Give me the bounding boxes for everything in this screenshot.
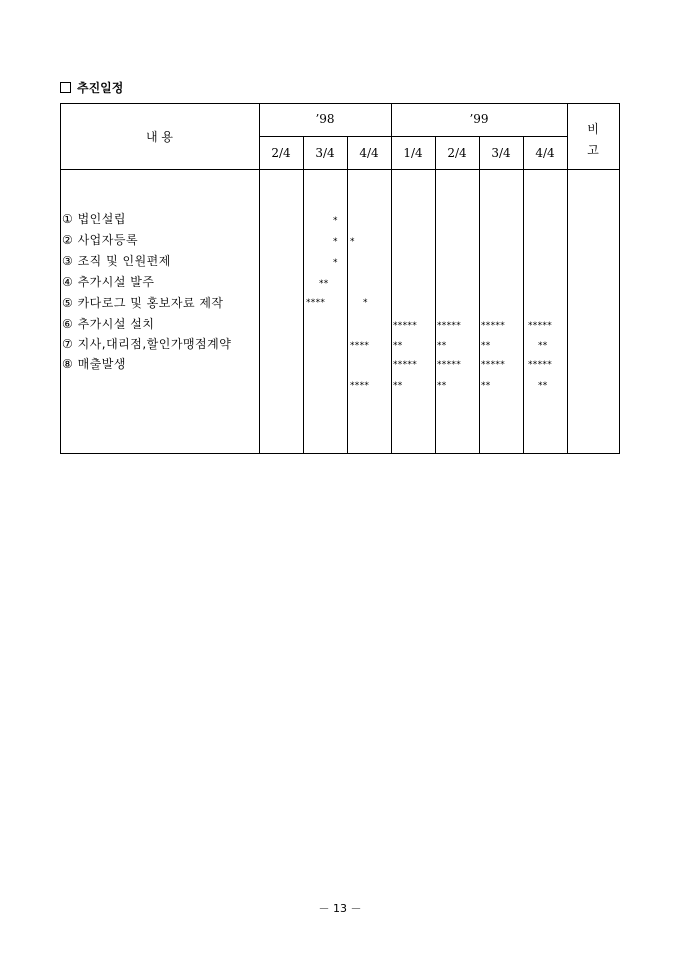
schedule-mark: ** [393, 381, 403, 391]
schedule-mark: ***** [393, 360, 417, 370]
checkbox-square-icon [60, 82, 71, 93]
quarter-header: 4/4 [535, 146, 555, 160]
task-item: ④ 추가시설 발주 [62, 275, 155, 289]
schedule-mark: * [333, 216, 338, 226]
task-item: ⑥ 추가시설 설치 [62, 317, 155, 331]
schedule-mark: ** [481, 381, 491, 391]
quarter-header: 3/4 [315, 146, 335, 160]
schedule-mark: ** [319, 279, 329, 289]
schedule-mark: ** [437, 341, 447, 351]
schedule-mark: * [333, 258, 338, 268]
schedule-mark: ** [538, 341, 548, 351]
schedule-mark: **** [306, 298, 326, 308]
grid-line [347, 136, 348, 453]
schedule-mark: **** [350, 381, 370, 391]
task-item: ③ 조직 및 인원편제 [62, 254, 171, 268]
schedule-mark: ** [437, 381, 447, 391]
quarter-header: 1/4 [403, 146, 423, 160]
schedule-mark: * [350, 237, 355, 247]
task-item: ⑦ 지사,대리점,할인가맹점계약 [62, 337, 232, 351]
quarter-header: 2/4 [447, 146, 467, 160]
quarter-header: 2/4 [271, 146, 291, 160]
schedule-mark: ***** [437, 321, 461, 331]
schedule-mark: ***** [481, 360, 505, 370]
schedule-mark: * [363, 298, 368, 308]
quarter-header: 3/4 [491, 146, 511, 160]
task-item: ① 법인설립 [62, 212, 126, 226]
remarks-header-top: 비 [587, 122, 599, 136]
section-heading [60, 79, 123, 96]
task-item: ⑤ 카다로그 및 홍보자료 제작 [62, 296, 224, 310]
quarter-header: 4/4 [359, 146, 379, 160]
schedule-mark: ***** [481, 321, 505, 331]
task-item: ⑧ 매출발생 [62, 357, 126, 371]
remarks-header-bottom: 고 [587, 143, 599, 157]
section-heading-text: 추진일정 [77, 81, 124, 95]
schedule-mark: ** [481, 341, 491, 351]
schedule-mark: * [333, 237, 338, 247]
schedule-mark: ***** [393, 321, 417, 331]
schedule-mark: ***** [528, 360, 552, 370]
schedule-mark: ***** [528, 321, 552, 331]
grid-line [479, 136, 480, 453]
year-99-header: ’99 [469, 112, 489, 126]
year-98-header: ’98 [315, 112, 335, 126]
grid-line [435, 136, 436, 453]
schedule-mark: **** [350, 341, 370, 351]
schedule-mark: ** [538, 381, 548, 391]
grid-line [303, 136, 304, 453]
grid-line [259, 136, 567, 137]
page-number: － 13 － [318, 902, 362, 915]
content-header: 내 용 [146, 130, 173, 144]
schedule-mark: ** [393, 341, 403, 351]
schedule-mark: ***** [437, 360, 461, 370]
task-item: ② 사업자등록 [62, 233, 139, 247]
grid-line [523, 136, 524, 453]
grid-line [60, 169, 619, 170]
